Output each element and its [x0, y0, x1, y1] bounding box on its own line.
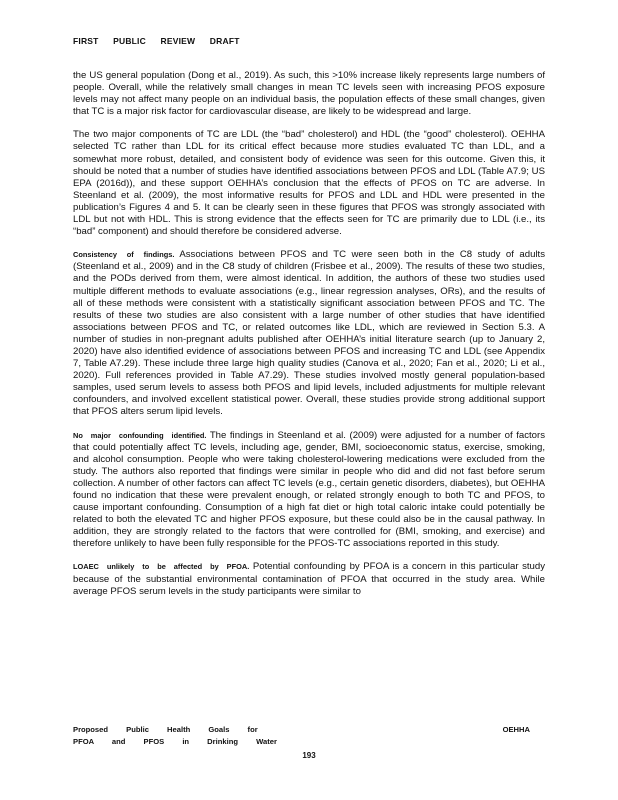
draft-header: FIRST PUBLIC REVIEW DRAFT [73, 36, 240, 46]
paragraph-loaec [73, 561, 545, 597]
paragraph-text: The two major components of TC are LDL (the “bad” cholesterol) and HDL (the “good” cholesterol). OEHHA selected TC rather than LDL for its critical effect because more studies evaluated TC than LDL, and a somewhat more robust, detailed, and consistent body of evidence was seen for this outcome. Given this, it should be noted that a number of studies have identified associations between PFOS and LDL (Table A7.9; US EPA (2016d)), and these support OEHHA’s conclusion that the effects of PFOS on TC are adverse. In Steenland et al. (2009), the most informative results for PFOS and LDL and HDL were presented in the publication’s Figures 4 and 5. It can be clearly seen in these figures that PFOS was strongly associated with LDL but not with HDL. This is strong evidence that the effects seen for TC are primarily due to LDL (i.e., its “bad” component) and should therefore be considered adverse. [73, 129, 545, 238]
page-footer [73, 724, 530, 748]
paragraph-lead: No major confounding identified. [73, 430, 207, 440]
paragraph-text: the US general population (Dong et al., 2019). As such, this >10% increase likely represents large numbers of people. Overall, while the relatively small changes in mean TC levels seen with increasing PFOS exposure levels may not affect many people on an individual basis, the population effects of these small changes, given that TC is a major risk factor for cardiovascular disease, are likely to be widespread and large. [73, 70, 545, 118]
paragraph-text: Associations between PFOS and TC were seen both in the C8 study of adults (Steenland et al., 2009) and in the C8 study of children (Frisbee et al., 2009). The results of these two studies, and the PODs derived from them, were almost identical. In addition, the authors of these two studies used multiple different methods to evaluate associations (e.g., linear regression analyses, ORs), and the results of all of these methods were consistent with a statistically significant association between PFOS and TC. The results of these two studies are also consistent with a large number of other studies that have identified associations between PFOS and TC, or related outcomes like LDL, which are reviewed in Section 5.3. A number of studies in non-pregnant adults published after OEHHA’s initial literature search (up to January 2, 2020) have also identified evidence of associations between PFOS and increasing TC and LDL (see Appendix 7, Table A7.29). These include three large high quality studies (Canova et al., 2020; Fan et al., 2020; Li et al., 2020). Full references provided in Table A7.29). These studies involved mostly general population-based samples, used serum levels to assess both PFOS and lipid levels, included adjustments for multiple relevant confounders, and involved excellent statistical power. Overall, these studies provide strong additional support that PFOS alters serum lipid levels. [73, 249, 545, 418]
footer-org: OEHHA [502, 725, 530, 734]
footer-title-line-1: Proposed Public Health Goals for [73, 725, 258, 734]
paragraph-text: The findings in Steenland et al. (2009) were adjusted for a number of factors that could potentially affect TC levels, including age, gender, BMI, socioeconomic status, exercise, smoking, and alcohol consumption. People who were taking cholesterol-lowering medications were excluded from the study. The authors also reported that findings were similar in people who did and did not fast before serum collection. A number of other factors can affect TC levels (e.g., certain genetic disorders, diabetes), but OEHHA found no indication that these were prevalent enough, or related strongly enough to both TC and PFOS, to cause important confounding. Consumption of a high fat diet or high total caloric intake could potentially be related to both the elevated TC and higher PFOS exposure, but these could also be in the causal pathway. In addition, they are strongly related to the factors that were controlled for (BMI, smoking, and exercise) and therefore unlikely to have been fully responsible for the PFOS-TC associations reported in this study. [73, 429, 545, 550]
document-body [73, 70, 545, 609]
paragraph-lead: Consistency of findings. [73, 250, 175, 260]
paragraph-text: Potential confounding by PFOA is a concern in this particular study because of the substantial environmental contamination of PFOA that occurred in the study area. While average PFOS serum levels in the study participants were similar to [73, 561, 546, 597]
paragraph-population-effects [73, 70, 545, 118]
page-number: 193 [302, 751, 316, 760]
paragraph-confounding [73, 430, 545, 551]
paragraph-ldl-hdl [73, 129, 545, 238]
paragraph-consistency [73, 249, 545, 418]
footer-title-line-2: PFOA and PFOS in Drinking Water [73, 737, 277, 746]
paragraph-lead: LOAEC unlikely to be affected by PFOA. [73, 562, 250, 572]
